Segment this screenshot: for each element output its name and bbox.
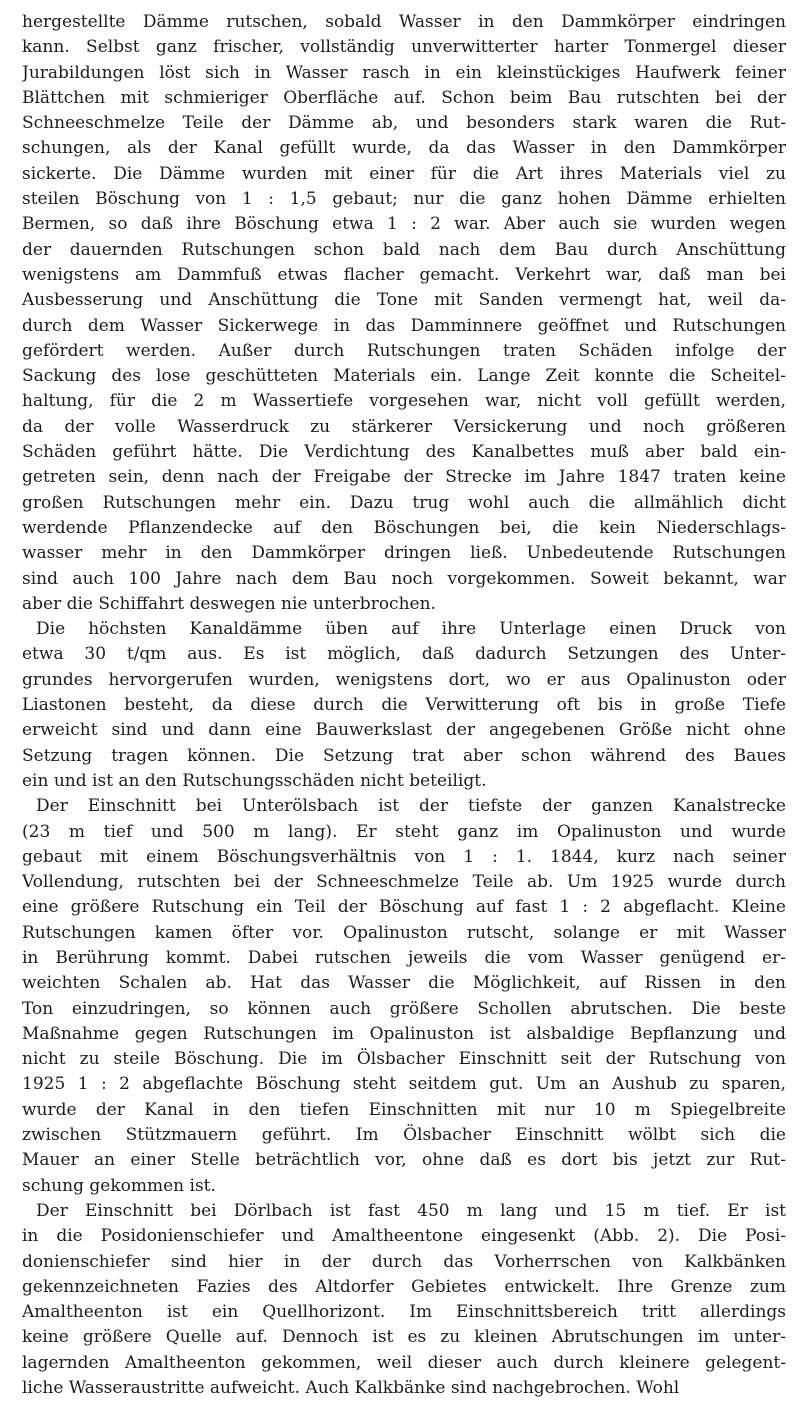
text-line: lagernden Amaltheenton gekommen, weil dieser auch durch kleinere gelegent- (22, 1352, 786, 1373)
text-line: grundes hervorgerufen wurden, wenigstens dort, wo er aus Opalinuston oder (22, 669, 786, 690)
text-line: 1925 1 : 2 abgeflachte Böschung steht seitdem gut. Um an Aushub zu sparen, (22, 1074, 786, 1095)
text-line: in Berührung kommt. Dabei rutschen jeweils die vom Wasser genügend er- (22, 947, 786, 968)
text-line: da der volle Wasserdruck zu stärkerer Versickerung und noch größeren (22, 416, 786, 437)
text-line: Mauer an einer Stelle beträchtlich vor, ohne daß es dort bis jetzt zur Rut- (22, 1150, 786, 1171)
text-line: werdende Pflanzendecke auf den Böschungen bei, die kein Niederschlags- (22, 517, 786, 538)
text-line: aber die Schiffahrt deswegen nie unterbrochen. (22, 593, 436, 614)
text-line: Blättchen mit schmieriger Oberfläche auf. Schon beim Bau rutschten bei der (22, 87, 786, 108)
paragraph-einschnitt-unteroelsbach (22, 794, 786, 1199)
text-line: haltung, für die 2 m Wassertiefe vorgesehen war, nicht voll gefüllt werden, (22, 391, 786, 412)
text-line: erweicht sind und dann eine Bauwerkslast der angegebenen Größe nicht ohne (22, 720, 786, 741)
text-line: sind auch 100 Jahre nach dem Bau noch vorgekommen. Soweit bekannt, war (22, 568, 786, 589)
text-line: sickerte. Die Dämme wurden mit einer für die Art ihres Materials viel zu (22, 163, 786, 184)
text-line: donienschiefer sind hier in der durch das Vorherrschen von Kalkbänken (22, 1251, 786, 1272)
text-line: Schneeschmelze Teile der Dämme ab, und besonders stark waren die Rut- (22, 113, 786, 134)
text-line: Rutschungen kamen öfter vor. Opalinuston rutscht, solange er mit Wasser (22, 922, 786, 943)
text-line: gebaut mit einem Böschungsverhältnis von 1 : 1. 1844, kurz nach seiner (22, 846, 786, 867)
text-line: Vollendung, rutschten bei der Schneeschmelze Teile ab. Um 1925 wurde durch (22, 872, 786, 893)
text-line: (23 m tief und 500 m lang). Er steht ganz im Opalinuston und wurde (22, 821, 786, 842)
text-line: wasser mehr in den Dammkörper dringen ließ. Unbedeutende Rutschungen (22, 543, 786, 564)
text-line: Die höchsten Kanaldämme üben auf ihre Unterlage einen Druck von (36, 619, 786, 640)
text-line: steilen Böschung von 1 : 1,5 gebaut; nur die ganz hohen Dämme erhielten (22, 189, 786, 210)
text-line: nicht zu steile Böschung. Die im Ölsbacher Einschnitt seit der Rutschung von (22, 1049, 786, 1070)
text-line: Maßnahme gegen Rutschungen im Opalinuston ist alsbaldige Bepflanzung und (22, 1023, 786, 1044)
text-line: in die Posidonienschiefer und Amaltheentone eingesenkt (Abb. 2). Die Posi- (22, 1226, 786, 1247)
text-line: etwa 30 t/qm aus. Es ist möglich, daß dadurch Setzungen des Unter- (22, 644, 786, 665)
text-line: gekennzeichneten Fazies des Altdorfer Gebietes entwickelt. Ihre Grenze zum (22, 1276, 786, 1297)
text-line: durch dem Wasser Sickerwege in das Damminnere geöffnet und Rutschungen (22, 315, 786, 336)
paragraph-dammrutschungen (22, 10, 786, 617)
text-line: hergestellte Dämme rutschen, sobald Wasser in den Dammkörper eindringen (22, 12, 786, 32)
text-line: Amaltheenton ist ein Quellhorizont. Im Einschnittsbereich tritt allerdings (22, 1302, 786, 1323)
text-line: keine größere Quelle auf. Dennoch ist es zu kleinen Abrutschungen im unter- (22, 1327, 786, 1348)
text-line: Ton einzudringen, so können auch größere Schollen abrutschen. Die beste (22, 998, 786, 1019)
text-line: getreten sein, denn nach der Freigabe der Strecke im Jahre 1847 traten keine (22, 467, 786, 488)
text-line: Ausbesserung und Anschüttung die Tone mit Sanden vermengt hat, weil da- (22, 290, 786, 311)
text-line: liche Wasseraustritte aufweicht. Auch Kalkbänke sind nachgebrochen. Wohl (22, 1378, 680, 1399)
text-line: der dauernden Rutschungen schon bald nach dem Bau durch Anschüttung (22, 239, 786, 260)
text-line: Sackung des lose geschütteten Materials ein. Lange Zeit konnte die Scheitel- (22, 366, 786, 387)
text-line: großen Rutschungen mehr ein. Dazu trug wohl auch die allmählich dicht (22, 492, 786, 513)
text-line: zwischen Stützmauern geführt. Im Ölsbacher Einschnitt wölbt sich die (22, 1125, 786, 1146)
text-line: wenigstens am Dammfuß etwas flacher gemacht. Verkehrt war, daß man bei (22, 264, 786, 285)
text-line: Der Einschnitt bei Dörlbach ist fast 450 m lang und 15 m tief. Er ist (36, 1200, 786, 1221)
text-line: wurde der Kanal in den tiefen Einschnitten mit nur 10 m Spiegelbreite (22, 1099, 786, 1120)
text-line: Liastonen besteht, da diese durch die Verwitterung oft bis in große Tiefe (22, 695, 786, 716)
paragraph-setzungen (22, 617, 786, 794)
text-line: Jurabildungen löst sich in Wasser rasch in ein kleinstückiges Haufwerk feiner (22, 62, 786, 83)
paragraph-einschnitt-doerlbach (22, 1199, 786, 1401)
text-line: ein und ist an den Rutschungsschäden nicht beteiligt. (22, 770, 487, 791)
text-line: Der Einschnitt bei Unterölsbach ist der tiefste der ganzen Kanalstrecke (36, 796, 786, 817)
text-line: weichten Schalen ab. Hat das Wasser die Möglichkeit, auf Rissen in den (22, 973, 786, 994)
text-line: Schäden geführt hätte. Die Verdichtung des Kanalbettes muß aber bald ein- (22, 442, 786, 463)
text-line: gefördert werden. Außer durch Rutschungen traten Schäden infolge der (22, 340, 786, 361)
text-line: kann. Selbst ganz frischer, vollständig unverwitterter harter Tonmergel dieser (22, 37, 786, 58)
text-line: schung gekommen ist. (22, 1175, 216, 1196)
text-line: eine größere Rutschung ein Teil der Böschung auf fast 1 : 2 abgeflacht. Kleine (22, 897, 786, 918)
text-line: Setzung tragen können. Die Setzung trat aber schon während des Baues (22, 745, 786, 766)
text-line: schungen, als der Kanal gefüllt wurde, da das Wasser in den Dammkörper (22, 138, 786, 159)
text-line: Bermen, so daß ihre Böschung etwa 1 : 2 war. Aber auch sie wurden wegen (22, 214, 786, 235)
